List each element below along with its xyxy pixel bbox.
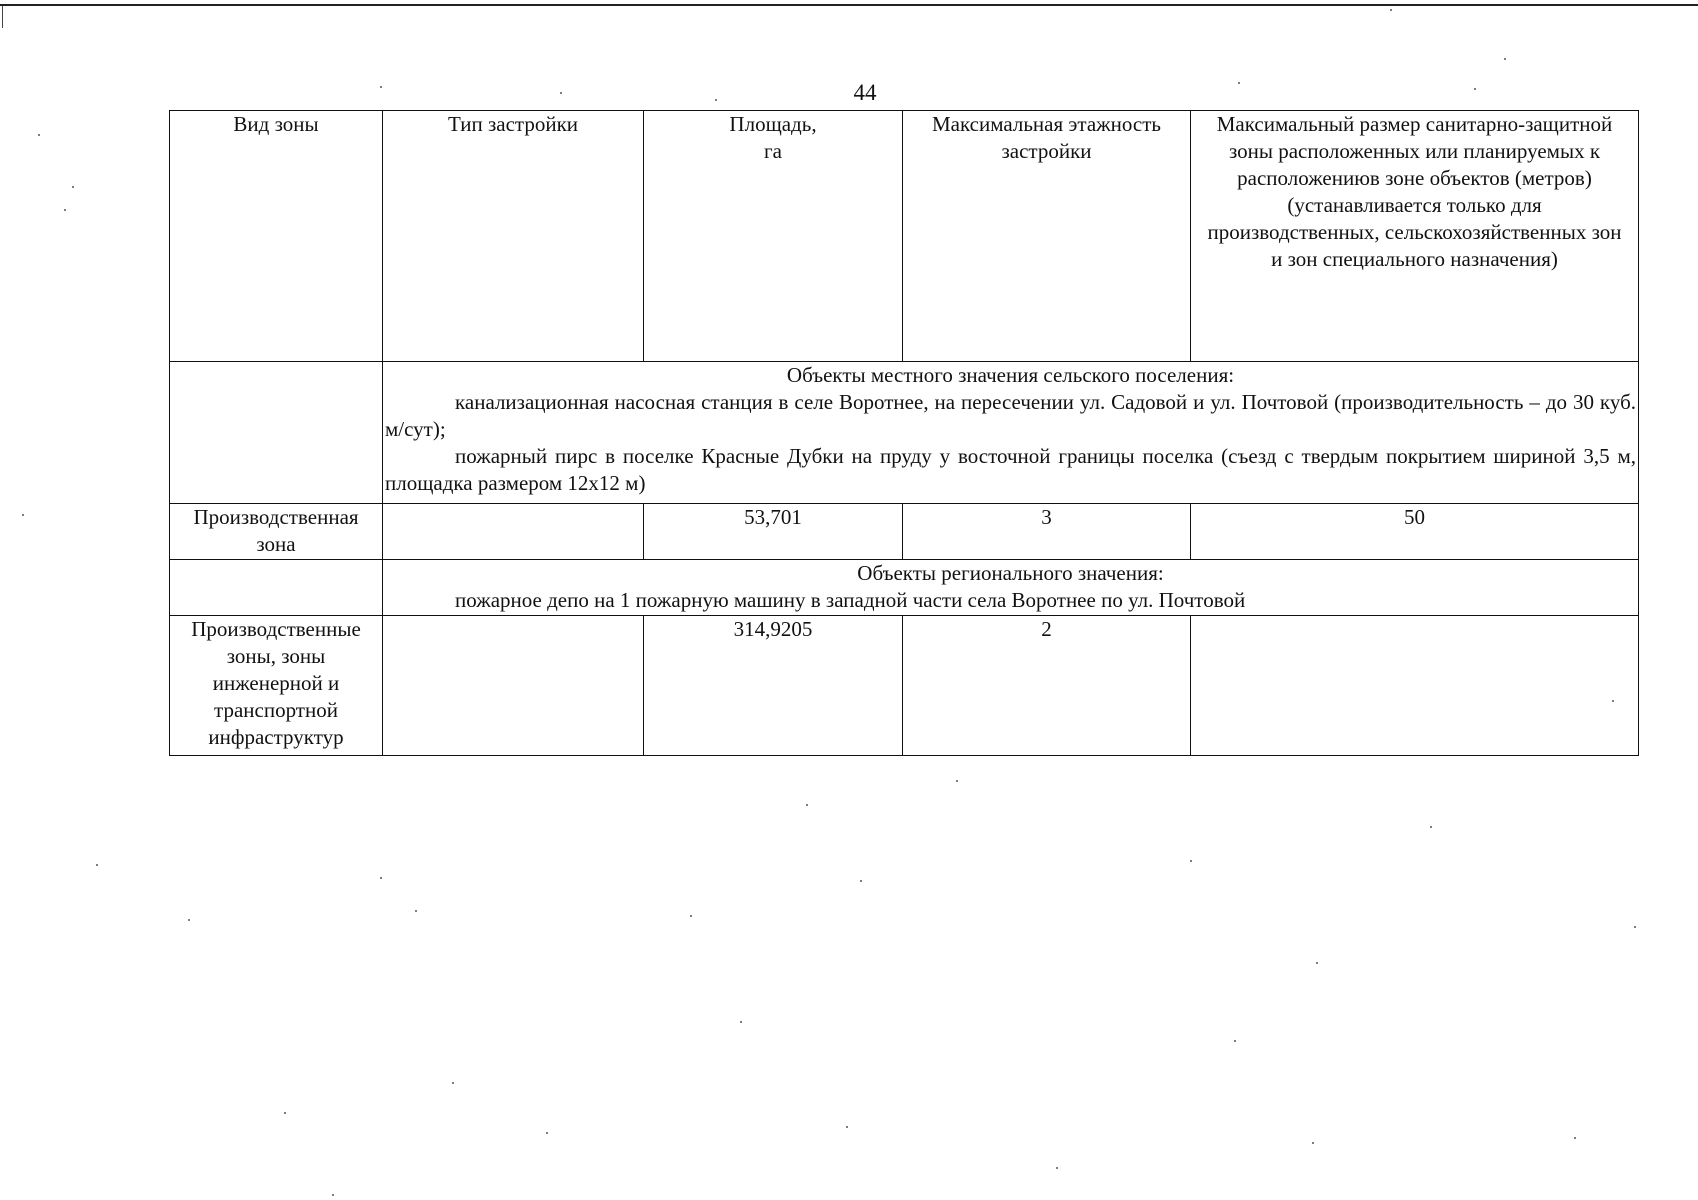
zones-table — [169, 110, 1639, 756]
table-row-production-zone — [170, 504, 1639, 560]
local-object-item: пожарный пирс в поселке Красные Дубки на пруду у восточной границы поселка (съезд с твердым покрытием шириной 3,5 м, площадка размером 12х12 м) — [385, 444, 1636, 495]
scan-left-border — [2, 6, 3, 28]
local-objects-heading: Объекты местного значения сельского поселения: — [786, 363, 1235, 387]
regional-objects-cell — [383, 560, 1639, 616]
build-type-cell — [383, 616, 644, 756]
build-type-cell — [383, 504, 644, 560]
max-floors-cell: 2 — [903, 616, 1191, 756]
sanitary-zone-cell — [1191, 616, 1639, 756]
regional-object-item: пожарное депо на 1 пожарную машину в западной части села Воротнее по ул. Почтовой — [455, 588, 1246, 612]
table-header-row — [170, 111, 1639, 362]
zone-name-cell: Производственные зоны, зоны инженерной и транспортной инфраструктур — [170, 616, 383, 756]
scan-top-border — [0, 4, 1698, 6]
header-zone-type: Вид зоны — [170, 111, 383, 362]
local-object-item: канализационная насосная станция в селе Воротнее, на пересечении ул. Садовой и ул. Почтовой (производительность – до 30 куб. м/сут); — [385, 390, 1636, 441]
table-row-infrastructure-zone — [170, 616, 1639, 756]
local-objects-cell — [383, 362, 1639, 504]
header-sanitary-zone: Максимальный размер санитарно-защитной зоны расположенных или планируемых к расположениюв зоне объектов (метров) (устанавливается только для производственных, сельскохозяйственных зон и зон специального назначения) — [1191, 111, 1639, 362]
area-cell: 314,9205 — [644, 616, 903, 756]
empty-cell — [170, 560, 383, 616]
max-floors-cell: 3 — [903, 504, 1191, 560]
header-area: Площадь, га — [644, 111, 903, 362]
empty-cell — [170, 362, 383, 504]
sanitary-zone-cell: 50 — [1191, 504, 1639, 560]
table-row-local-objects — [170, 362, 1639, 504]
header-max-floors: Максимальная этажность застройки — [903, 111, 1191, 362]
table-row-regional-objects — [170, 560, 1639, 616]
regional-objects-heading: Объекты регионального значения: — [857, 561, 1164, 585]
area-cell: 53,701 — [644, 504, 903, 560]
page-number: 44 — [853, 80, 877, 105]
zone-name-cell: Производственная зона — [170, 504, 383, 560]
header-build-type: Тип застройки — [383, 111, 644, 362]
